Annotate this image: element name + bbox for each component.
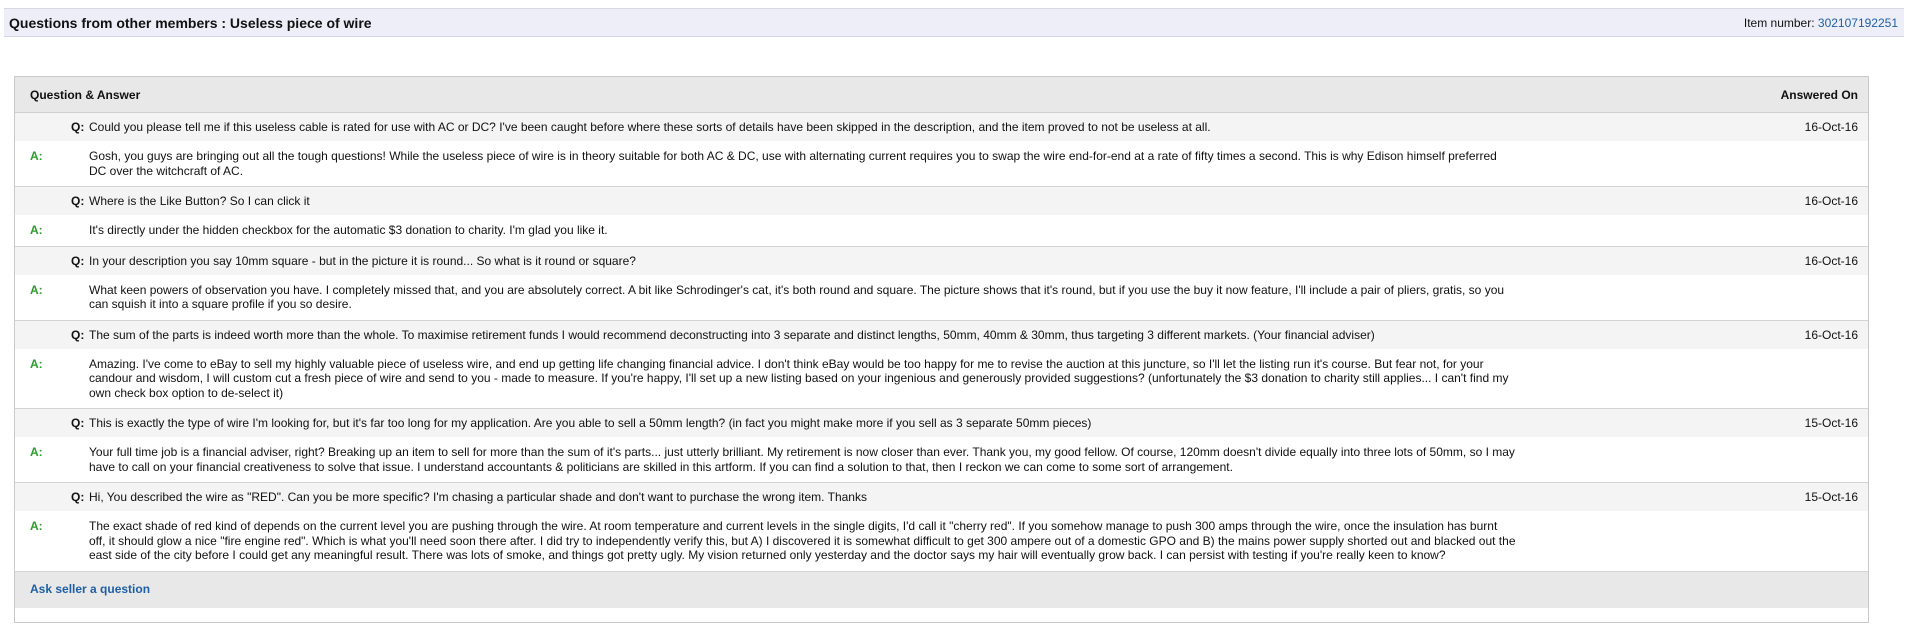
qa-entry: [15, 187, 1868, 247]
answered-date: 16-Oct-16: [1804, 194, 1858, 208]
qa-table-header: [15, 77, 1868, 113]
answer-row: [15, 511, 1868, 571]
answer-row: [15, 349, 1868, 409]
item-number-label: Item number:: [1743, 16, 1815, 30]
question-row: [15, 321, 1868, 349]
title-bar: [4, 8, 1904, 37]
answer-text: Amazing. I've come to eBay to sell my highly valuable piece of useless wire, and end up getting life changing financial advice. I don't think eBay would be too happy for me to revise the auction at this juncture, so I'll let the listing run it's course. But fear not, for your candour and wisdom, I will custom cut a fresh piece of wire and send to you - made to measure. If you're happy, I'll set up a new listing based on your ingenious and generously provided suggestions? (unfortunately the $3 donation to charity still applies... I can't find my own check box option to de-select it): [89, 356, 1509, 400]
answered-date: 16-Oct-16: [1804, 327, 1858, 342]
question-label: Q:: [71, 490, 85, 504]
answer-text: It's directly under the hidden checkbox for the automatic $3 donation to charity. I'm glad you like it.: [89, 223, 608, 237]
question-text: The sum of the parts is indeed worth more than the whole. To maximise retirement funds I would recommend deconstructing into 3 separate and distinct lengths, 50mm, 40mm & 30mm, thus targeting 3 different markets. (Your financial adviser): [89, 327, 1375, 342]
answer-row: [15, 437, 1868, 482]
column-header-qa: Question & Answer: [30, 88, 141, 102]
answer-row: [15, 141, 1868, 186]
qa-list: [15, 113, 1868, 572]
ask-row: [15, 572, 1868, 608]
answer-label: A:: [30, 445, 43, 459]
column-header-answered-on: Answered On: [1780, 88, 1858, 102]
answered-date: 16-Oct-16: [1804, 120, 1858, 134]
answer-text: Gosh, you guys are bringing out all the tough questions! While the useless piece of wire is in theory suitable for both AC & DC, use with alternating current requires you to swap the wire end-for-end at a rate of fifty times a second. This is why Edison himself preferred DC over the witchcraft of AC.: [89, 149, 1497, 178]
question-label: Q:: [71, 194, 85, 208]
qa-entry: [15, 483, 1868, 572]
answer-text: What keen powers of observation you have. I completely missed that, and you are absolutely correct. A bit like Schrodinger's cat, it's both round and square. The picture shows that it's round, but if you use the buy it now feature, I'll include a pair of pliers, gratis, so you can squish it into a square profile if you so desire.: [89, 282, 1505, 311]
answered-date: 15-Oct-16: [1804, 490, 1858, 504]
qa-entry: [15, 321, 1868, 410]
answered-date: 15-Oct-16: [1804, 416, 1858, 430]
answer-label: A:: [30, 519, 43, 533]
question-text: This is exactly the type of wire I'm looking for, but it's far too long for my application. Are you able to sell a 50mm length? (in fact you might make more if you sell as 3 separate 50mm pieces): [89, 416, 1092, 430]
answer-row: [15, 215, 1868, 246]
ask-seller-question-link[interactable]: Ask seller a question: [30, 581, 151, 596]
page-title: Questions from other members : Useless piece of wire: [9, 15, 372, 31]
question-label: Q:: [71, 253, 85, 268]
question-label: Q:: [71, 416, 85, 430]
answer-text: Your full time job is a financial adviser, right? Breaking up an item to sell for more than the sum of it's parts... just utterly brilliant. My retirement is now closer than ever. Thank you, my good fellow. Of course, 120mm doesn't divide equally into three lots of 50mm, so I may have to call on your financial creativeness to solve that issue. I understand accountants & politicians are skilled in this artform. If you can find a solution to that, then I reckon we can come to some sort of arrangement.: [89, 445, 1515, 474]
question-row: [15, 409, 1868, 437]
answer-label: A:: [30, 223, 43, 237]
item-number-link[interactable]: 302107192251: [1817, 16, 1898, 30]
question-label: Q:: [71, 327, 85, 342]
answer-label: A:: [30, 149, 43, 163]
answer-text: The exact shade of red kind of depends on the current level you are pushing through the wire. At room temperature and current levels in the single digits, I'd call it "cherry red". If you somehow manage to push 300 amps through the wire, once the insulation has burnt off, it should glow a nice "fire engine red". Which is what you'll need soon there after. I did try to independently verify this, but A) I discovered it is somewhat difficult to get 300 ampere out of a domestic GPO and B) the mains power supply shorted out and blacked out the east side of the city before I could get any meaningful result. There was lots of smoke, and things got pretty ugly. My vision returned only yesterday and the doctor says my hair will eventually grow back. I can persist with testing if you're really keen to know?: [89, 519, 1516, 562]
question-row: [15, 187, 1868, 215]
question-label: Q:: [71, 120, 85, 134]
question-text: Where is the Like Button? So I can click it: [89, 194, 310, 208]
qa-entry: [15, 247, 1868, 321]
item-number-area: [1744, 16, 1898, 30]
answer-label: A:: [30, 356, 43, 371]
question-text: In your description you say 10mm square - but in the picture it is round... So what is it round or square?: [89, 253, 636, 268]
question-row: [15, 113, 1868, 141]
qa-entry: [15, 409, 1868, 483]
qa-entry: [15, 113, 1868, 187]
question-row: [15, 483, 1868, 511]
answer-label: A:: [30, 282, 43, 297]
question-text: Could you please tell me if this useless cable is rated for use with AC or DC? I've been caught before where these sorts of details have been skipped in the description, and the item proved to not be useless at all.: [89, 120, 1211, 134]
answer-row: [15, 275, 1868, 320]
answered-date: 16-Oct-16: [1804, 253, 1858, 268]
qa-panel: [14, 76, 1869, 623]
question-text: Hi, You described the wire as "RED". Can you be more specific? I'm chasing a particular shade and don't want to purchase the wrong item. Thanks: [89, 490, 867, 504]
question-row: [15, 247, 1868, 275]
